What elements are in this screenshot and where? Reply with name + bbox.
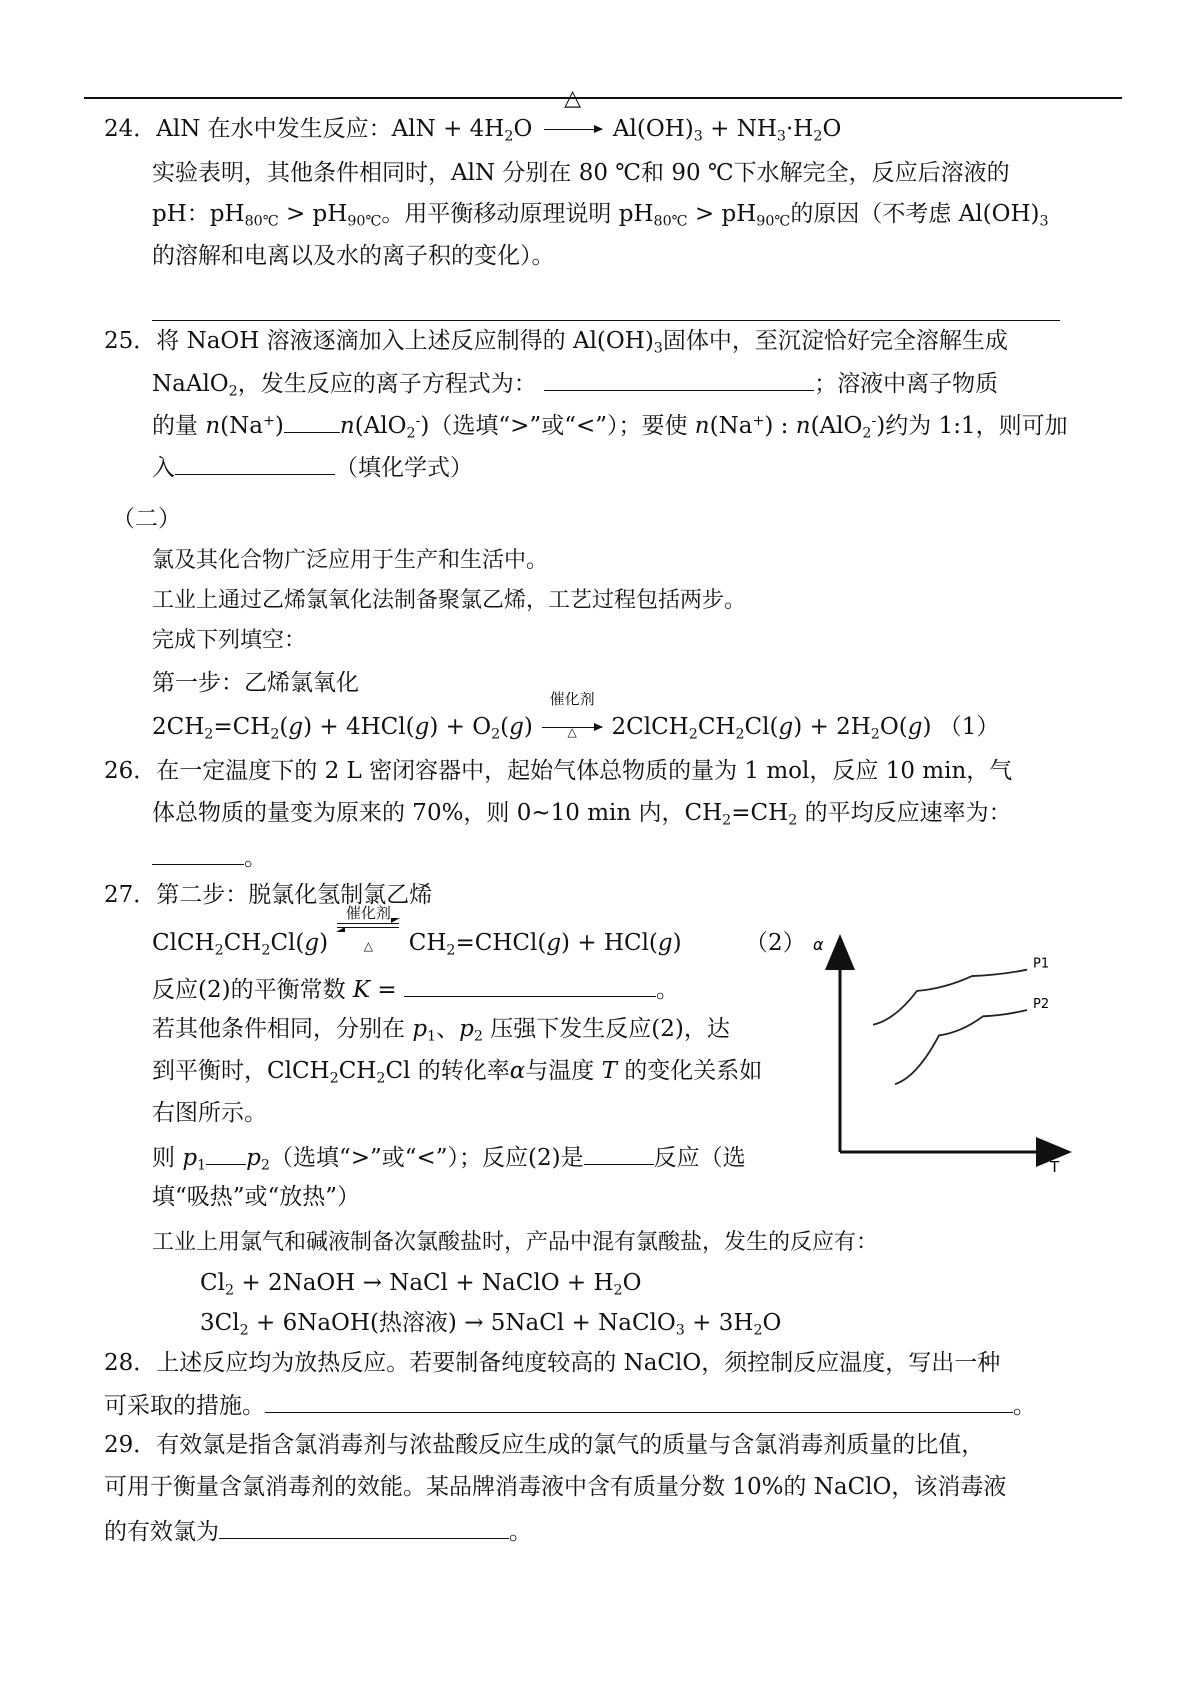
q28-line2: 可采取的措施。 。 (104, 1393, 1036, 1419)
hypo-intro: 工业上用氯气和碱液制备次氯酸盐时，产品中混有氯酸盐，发生的反应有： (152, 1230, 879, 1255)
sec2-p1: 氯及其化合物广泛应用于生产和生活中。 (152, 548, 549, 573)
q25-line2: NaAlO$_2$，发生反应的离子方程式为： ；溶液中离子物质 (152, 371, 999, 400)
q26-line1: 26．在一定温度下的 2 L 密闭容器中，起始气体总物质的量为 1 mol，反应 10 min，气 (104, 758, 1013, 784)
catalyst-eq-arrow-2: 催化剂 △ (337, 930, 399, 950)
q27-p1: 若其他条件相同，分别在 $p_1$、$p_2$ 压强下发生反应(2)，达 (152, 1016, 730, 1045)
q29-available-chlorine-blank[interactable] (219, 1518, 509, 1539)
q27-p5: 填“吸热”或“放热”） (152, 1184, 361, 1210)
q29-line2: 可用于衡量含氯消毒剂的效能。某品牌消毒液中含有质量分数 10%的 NaClO，该消毒液 (104, 1474, 1007, 1500)
q27-p3: 右图所示。 (152, 1100, 267, 1126)
q25-formula-blank[interactable] (175, 454, 335, 475)
sec2-p2: 工业上通过乙烯氯氧化法制备聚氯乙烯，工艺过程包括两步。 (152, 588, 747, 613)
q29-line1: 29．有效氯是指含氯消毒剂与浓盐酸反应生成的氯气的质量与含氯消毒剂质量的比值， (104, 1432, 985, 1458)
equation-2: $ClCH_2CH_2Cl(g)$ 催化剂 △ $CH_2=CHCl(g) + HCl(g)$ （2） (152, 904, 806, 959)
q25-line4: 入 （填化学式） (152, 455, 473, 481)
series-line-p1 (873, 970, 1027, 1025)
heat-arrow: △ (544, 118, 602, 141)
q27-p2: 到平衡时，$ClCH_2CH_2Cl$ 的转化率α与温度 T 的变化关系如 (152, 1058, 763, 1087)
catalyst-arrow-1: 催化剂 △ (542, 716, 602, 739)
q28-measure-blank[interactable] (265, 1392, 1013, 1413)
q27-heat-blank[interactable] (584, 1144, 654, 1165)
q27-p4: 则 $p_1$ $p_2$（选填“>”或“<”）；反应(2)是 反应（选 (152, 1145, 746, 1174)
x-axis-label: T (1050, 1158, 1060, 1175)
sec2-p4: 第一步：乙烯氯氧化 (152, 670, 359, 696)
q26-rate-blank[interactable] (152, 844, 244, 865)
equation-1: $2CH_2=CH_2(g) + 4HCl(g) + O_2(g)$ 催化剂 △ $2ClCH_2CH_2Cl(g) + 2H_2O(g)$ （1） (152, 690, 1000, 743)
q25-line3: 的量 n(Na+) n(AlO$_2$-)（选填“>”或“<”）；要使 n(Na+) : n(AlO$_2$-)约为 1:1，则可加 (152, 413, 1068, 442)
q25-ionic-eq-blank[interactable] (544, 370, 814, 391)
series-line-p2 (895, 1010, 1027, 1084)
q24-line3: pH：$pH_{80℃} > pH_{90℃}$。用平衡移动原理说明 $pH_{80℃} > pH_{90℃}$的原因（不考虑 $Al(OH)_3$ (152, 201, 1049, 230)
q27-k-blank[interactable] (404, 976, 656, 997)
q26-line3: 。 (152, 844, 267, 870)
q28-line1: 28．上述反应均为放热反应。若要制备纯度较高的 NaClO，须控制反应温度，写出一种 (104, 1350, 1001, 1376)
q27-k-line: 反应(2)的平衡常数 K = 。 (152, 977, 679, 1003)
q24-answer-blank[interactable] (152, 300, 1060, 326)
series-label-p1: P1 (1033, 956, 1050, 972)
q29-line3: 的有效氯为 。 (104, 1519, 532, 1545)
conversion-vs-temperature-chart (810, 920, 1080, 1175)
top-rule (84, 97, 1122, 99)
q24-line2: 实验表明，其他条件相同时，AlN 分别在 80 ℃和 90 ℃下水解完全，反应后溶液的 (152, 160, 1010, 186)
q25-line1: 25．将 NaOH 溶液逐滴加入上述反应制得的 $Al(OH)_3$固体中，至沉淀恰好完全溶解生成 (104, 328, 1008, 357)
section-heading: （二） (112, 506, 181, 532)
y-axis-label: α (813, 935, 824, 954)
q24-line1: 24．AlN 在水中发生反应：AlN + $4H_2O$ △ $Al(OH)_3 + NH_3\cdot H_2O$ (104, 86, 842, 145)
q24-line4: 的溶解和电离以及水的离子积的变化）。 (152, 243, 555, 269)
q27-title: 27．第二步：脱氯化氢制氯乙烯 (104, 882, 433, 908)
hypo-eq-a: $Cl_2$ + 2NaOH → NaCl + NaClO + $H_2O$ (200, 1270, 642, 1299)
sec2-p3: 完成下列填空： (152, 628, 307, 653)
q26-line2: 体总物质的量变为原来的 70%，则 0~10 min 内，$CH_2=CH_2$ 的平均反应速率为： (152, 800, 1012, 829)
series-label-p2: P2 (1033, 996, 1050, 1012)
hypo-eq-b: $3Cl_2$ + 6NaOH(热溶液) → 5NaCl + NaClO$_3$ + $3H_2O$ (200, 1310, 782, 1339)
q25-compare-blank[interactable] (284, 412, 340, 433)
q27-pressure-blank[interactable] (206, 1144, 246, 1165)
